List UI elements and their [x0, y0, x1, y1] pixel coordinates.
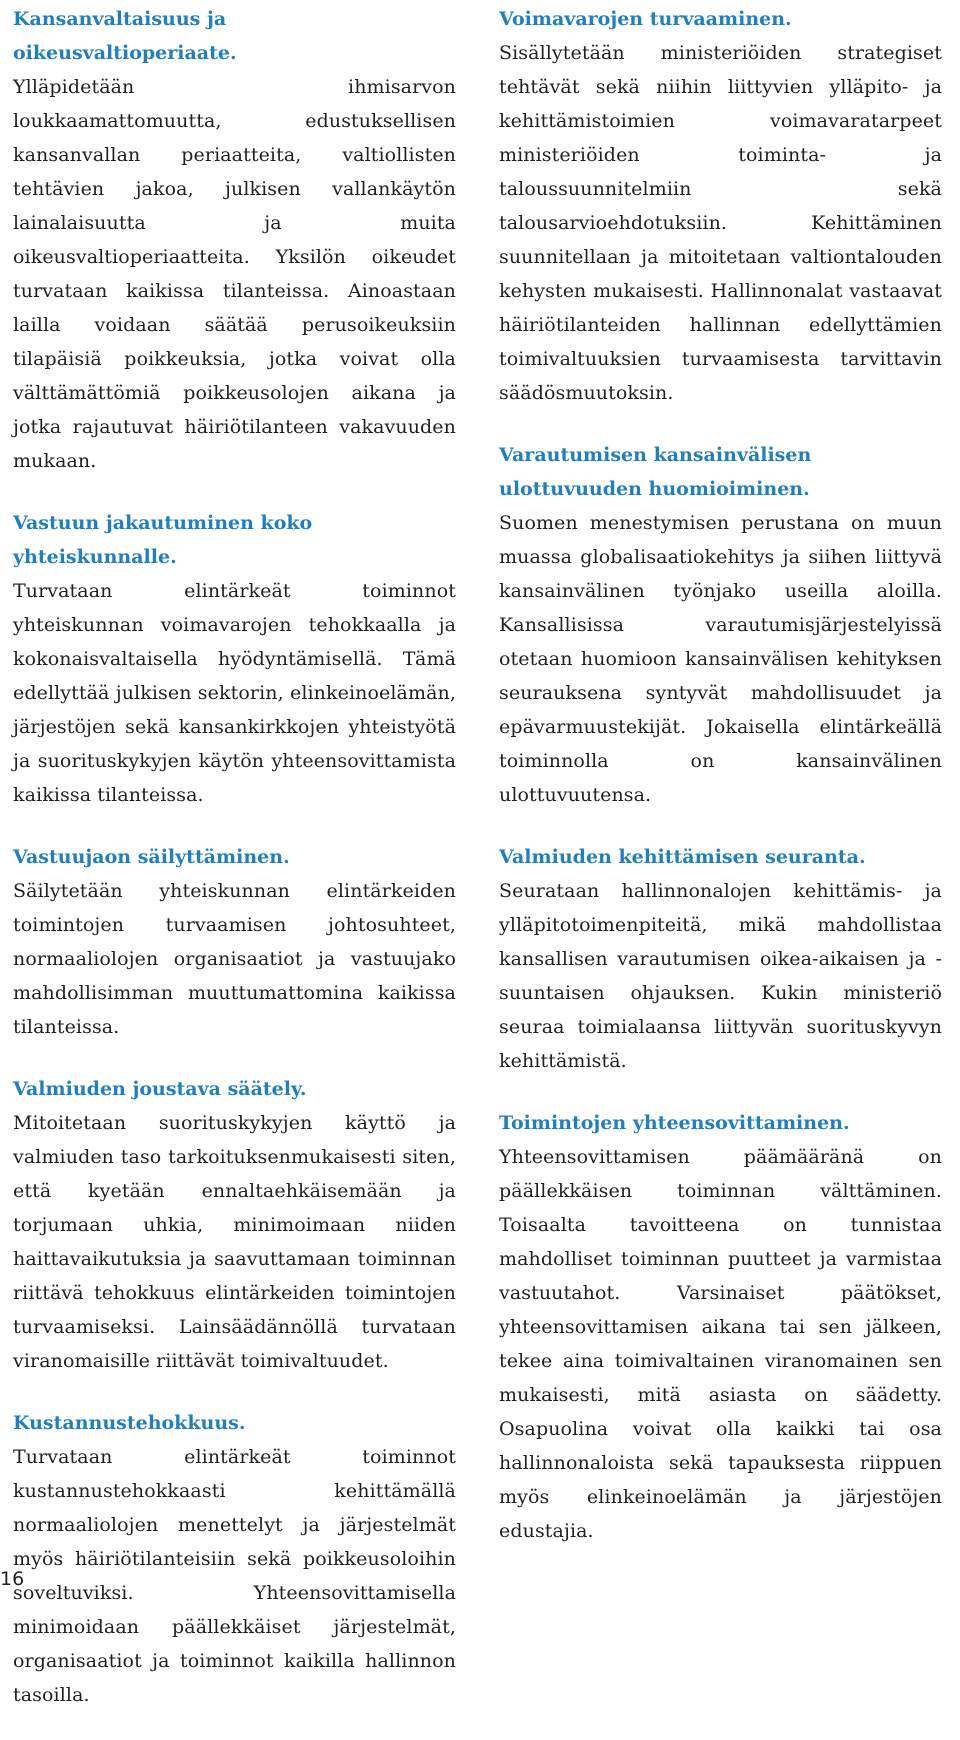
section-heading: Valmiuden kehittämisen seuranta. — [499, 846, 866, 868]
section-heading: Kustannustehokkuus. — [13, 1412, 246, 1434]
section-vastuujaon-sailyttaminen — [13, 840, 456, 1044]
section-heading: Vastuun jakautuminen koko yhteiskunnalle. — [13, 512, 313, 568]
section-valmiuden-seuranta — [499, 840, 942, 1078]
section-text: Sisällytetään ministeriöiden strategiset tehtävät sekä niihin liittyvien ylläpito- ja kehittämistoimien voimavaratarpeet ministeriöiden toiminta- ja taloussuunnitelmiin sekä talousarvioehdotuksiin. Kehittäminen suunnitellaan ja mitoitetaan valtiontalouden kehysten mukaisesti. Hallinnonalat vastaavat häiriötilanteiden hallinnan edellyttämien toimivaltuuksien turvaamisesta tarvittavin säädösmuutoksin. — [499, 42, 942, 404]
section-text: Yhteensovittamisen päämääränä on päällekkäisen toiminnan välttäminen. Toisaalta tavoitteena on tunnistaa mahdolliset toiminnan puutteet ja varmistaa vastuutahot. Varsinaiset päätökset, yhteensovittamisen aikana tai sen jälkeen, tekee aina toimivaltainen viranomainen sen mukaisesti, mitä asiasta on säädetty. Osapuolina voivat olla kaikki tai osa hallinnonaloista sekä tapauksesta riippuen myös elinkeinoelämän ja järjestöjen edustajia. — [499, 1146, 942, 1542]
section-text: Turvataan elintärkeät toiminnot yhteiskunnan voimavarojen tehokkaalla ja kokonaisvaltaisella hyödyntämisellä. Tämä edellyttää julkisen sektorin, elinkeinoelämän, järjestöjen sekä kansankirkkojen yhteistyötä ja suorituskykyjen käytön yhteensovittamista kaikissa tilanteissa. — [13, 580, 456, 806]
section-vastuun-jakautuminen — [13, 506, 456, 812]
section-text: Suomen menestymisen perustana on muun muassa globalisaatiokehitys ja siihen liittyvä kansainvälinen työnjako useilla aloilla. Kansallisissa varautumisjärjestelyissä otetaan huomioon kansainvälisen kehityksen seurauksena syntyvät mahdollisuudet ja epävarmuustekijät. Jokaisella elintärkeällä toiminnolla on kansainvälinen ulottuvuutensa. — [499, 512, 942, 806]
section-text: Säilytetään yhteiskunnan elintärkeiden toimintojen turvaamisen johtosuhteet, normaaliolojen organisaatiot ja vastuujako mahdollisimman muuttumattomina kaikissa tilanteissa. — [13, 880, 456, 1038]
section-kansanvaltaisuus — [13, 2, 456, 478]
section-text: Mitoitetaan suorituskykyjen käyttö ja valmiuden taso tarkoituksenmukaisesti siten, että kyetään ennaltaehkäisemään ja torjumaan uhkia, minimoimaan niiden haittavaikutuksia ja saavuttamaan toiminnan riittävä tehokkuus elintärkeiden toimintojen turvaamiseksi. Lainsäädännöllä turvataan viranomaisille riittävät toimivaltuudet. — [13, 1112, 456, 1372]
section-heading: Toimintojen yhteensovittaminen. — [499, 1112, 850, 1134]
section-kustannustehokkuus — [13, 1406, 456, 1712]
section-heading: Valmiuden joustava säätely. — [13, 1078, 307, 1100]
section-valmiuden-saately — [13, 1072, 456, 1378]
section-voimavarojen-turvaaminen — [499, 2, 942, 410]
section-kansainvalinen-ulottuvuus — [499, 438, 942, 812]
left-column — [13, 2, 456, 1740]
section-heading: Kansanvaltaisuus ja oikeusvaltioperiaate. — [13, 8, 237, 64]
section-toimintojen-yhteensovittaminen — [499, 1106, 942, 1548]
section-heading: Varautumisen kansainvälisen ulottuvuuden huomioiminen. — [499, 444, 812, 500]
section-text: Seurataan hallinnonalojen kehittämis- ja ylläpitotoimenpiteitä, mikä mahdollistaa kansallisen varautumisen oikea-aikaisen ja -suuntaisen ohjauksen. Kukin ministeriö seuraa toimialaansa liittyvän suorituskyvyn kehittämistä. — [499, 880, 942, 1072]
section-heading: Voimavarojen turvaaminen. — [499, 8, 792, 30]
right-column — [499, 2, 942, 1576]
section-heading: Vastuujaon säilyttäminen. — [13, 846, 290, 868]
section-text: Turvataan elintärkeät toiminnot kustannustehokkaasti kehittämällä normaaliolojen menettelyt ja järjestelmät myös häiriötilanteisiin sekä poikkeusoloihin soveltuviksi. Yhteensovittamisella minimoidaan päällekkäiset järjestelmät, organisaatiot ja toiminnot kaikilla hallinnon tasoilla. — [13, 1446, 456, 1706]
page-number: 16 — [0, 1568, 25, 1590]
section-text: Ylläpidetään ihmisarvon loukkaamattomuutta, edustuksellisen kansanvallan periaatteita, valtiollisten tehtävien jakoa, julkisen vallankäytön lainalaisuutta ja muita oikeusvaltioperiaatteita. Yksilön oikeudet turvataan kaikissa tilanteissa. Ainoastaan lailla voidaan säätää perusoikeuksiin tilapäisiä poikkeuksia, jotka voivat olla välttämättömiä poikkeusolojen aikana ja jotka rajautuvat häiriötilanteen vakavuuden mukaan. — [13, 76, 456, 472]
